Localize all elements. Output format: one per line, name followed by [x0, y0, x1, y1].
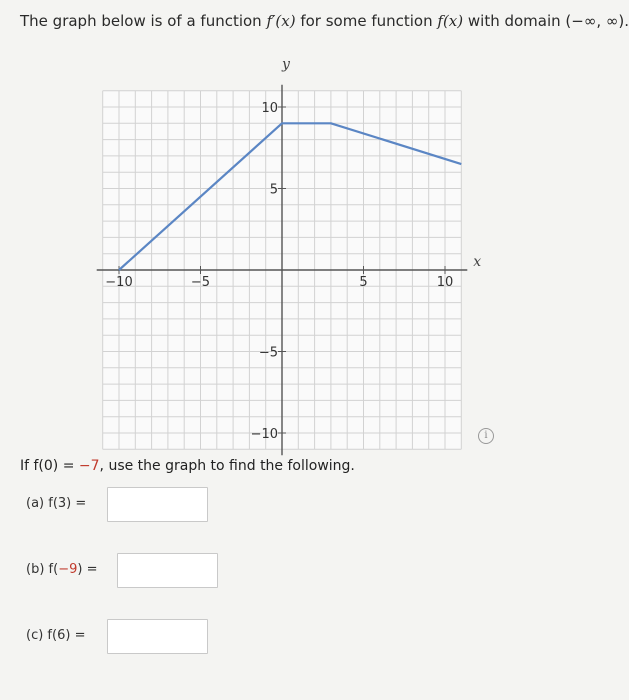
given-value: −7 [78, 458, 100, 474]
given-suffix: , use the graph to find the following. [99, 458, 355, 474]
part-b-arg: −9 [58, 562, 78, 577]
part-c-suffix: ) = [65, 628, 86, 643]
answer-b-box[interactable] [117, 553, 218, 588]
part-b-label [26, 562, 97, 577]
part-a-label [26, 496, 86, 511]
given-prefix: If f(0) = [20, 458, 79, 474]
given-statement [20, 458, 355, 474]
y-axis-label: y [282, 56, 290, 73]
x-tick-label: −10 [105, 275, 133, 290]
part-c-arg: 6 [57, 628, 66, 643]
y-tick-label: 10 [261, 101, 278, 116]
answer-b-input[interactable] [118, 554, 217, 587]
part-b-prefix: (b) f( [26, 562, 59, 577]
question-f: f(x) [437, 12, 464, 30]
question-middle: for some function [295, 12, 438, 30]
x-tick-label: −5 [190, 275, 211, 290]
y-tick-label: −10 [250, 427, 278, 442]
answer-a-box[interactable] [107, 487, 208, 522]
y-tick-label: −5 [258, 345, 278, 361]
part-c-label [26, 628, 85, 643]
x-axis-label: x [473, 254, 482, 270]
x-tick-label: 10 [436, 275, 454, 290]
answer-c-input[interactable] [108, 620, 207, 653]
part-a-prefix: (a) f( [26, 496, 58, 511]
answer-a-input[interactable] [108, 488, 207, 521]
question-prefix: The graph below is of a function [20, 12, 267, 30]
x-tick-label: 5 [359, 275, 368, 290]
part-a-arg: 3 [57, 496, 67, 511]
part-a-suffix: ) = [66, 496, 87, 511]
question-fprime: f′(x) [266, 12, 296, 30]
question-domain: with domain (−∞, ∞). [463, 12, 629, 30]
part-c-prefix: (c) f( [26, 628, 58, 643]
answer-c-box[interactable] [107, 619, 208, 654]
part-b-suffix: ) = [77, 562, 98, 577]
y-tick-label: 5 [269, 182, 278, 198]
info-icon[interactable]: i [478, 428, 494, 444]
